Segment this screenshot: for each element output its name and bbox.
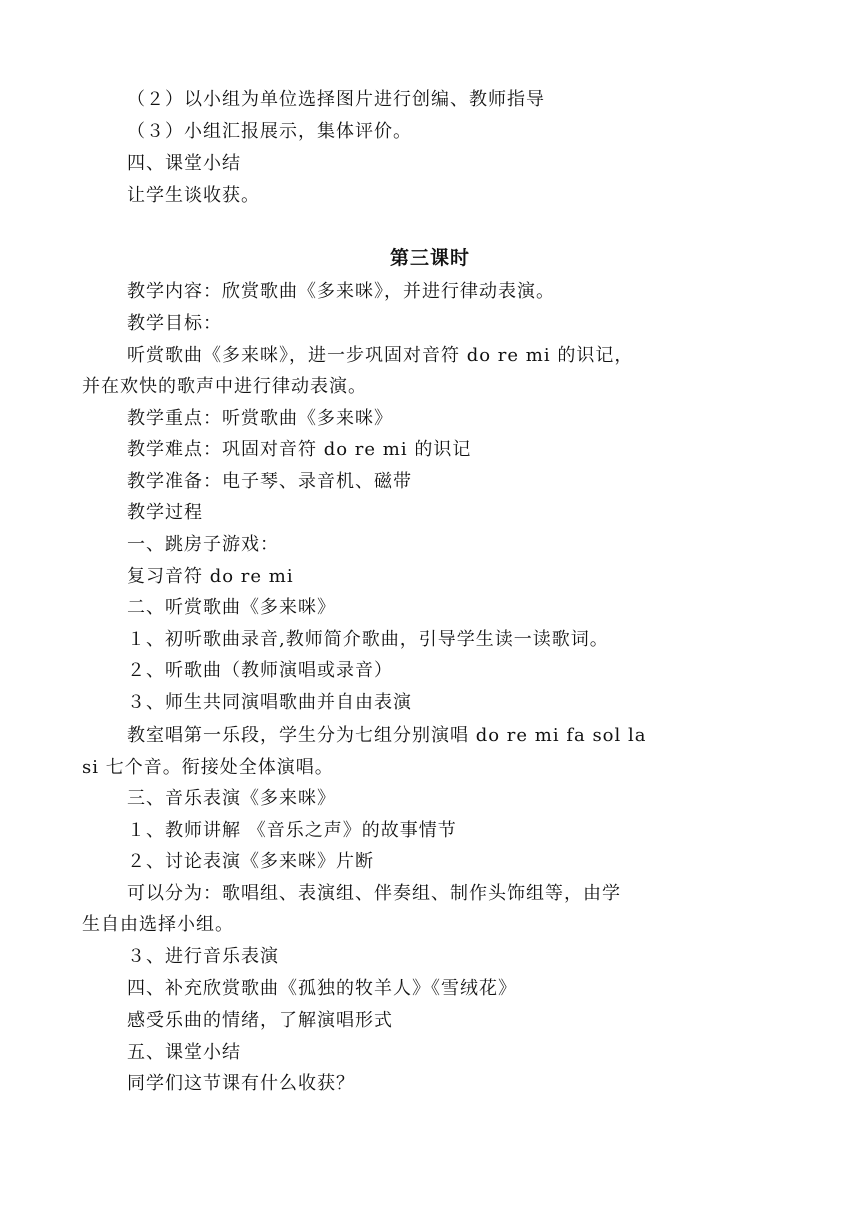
- text-line: 教学重点：听赏歌曲《多来咪》: [127, 408, 393, 429]
- text-line: si 七个音。衔接处全体演唱。: [82, 757, 334, 778]
- text-line: １、教师讲解 《音乐之声》的故事情节: [127, 820, 457, 841]
- text-line: （２）以小组为单位选择图片进行创编、教师指导: [127, 89, 545, 110]
- text-line: 听赏歌曲《多来咪》，进一步巩固对音符 do re mi 的识记，: [127, 345, 634, 366]
- text-line: 教学难点：巩固对音符 do re mi 的识记: [127, 439, 472, 460]
- text-line: 一、跳房子游戏：: [127, 534, 279, 555]
- text-line: 复习音符 do re mi: [127, 566, 294, 587]
- text-line: ３、进行音乐表演: [127, 946, 279, 967]
- text-line: 四、课堂小结: [127, 153, 241, 174]
- text-line: 教学过程: [127, 502, 203, 523]
- text-line: 让学生谈收获。: [127, 185, 260, 206]
- text-line: （３）小组汇报展示，集体评价。: [127, 121, 412, 142]
- text-line: 同学们这节课有什么收获？: [127, 1073, 355, 1094]
- text-line: 教学准备：电子琴、录音机、磁带: [127, 471, 412, 492]
- text-line: 四、补充欣赏歌曲《孤独的牧羊人》《雪绒花》: [127, 978, 517, 999]
- text-line: １、初听歌曲录音,教师简介歌曲，引导学生读一读歌词。: [127, 629, 609, 650]
- text-line: 教室唱第一乐段，学生分为七组分别演唱 do re mi fa sol la: [127, 725, 647, 746]
- text-line: 五、课堂小结: [127, 1042, 241, 1063]
- text-line: 教学目标：: [127, 313, 222, 334]
- text-line: ２、听歌曲（教师演唱或录音）: [127, 660, 393, 681]
- text-line: 三、音乐表演《多来咪》: [127, 788, 336, 809]
- text-line: 感受乐曲的情绪，了解演唱形式: [127, 1010, 393, 1031]
- text-line: 二、听赏歌曲《多来咪》: [127, 597, 336, 618]
- text-line: 生自由选择小组。: [82, 914, 234, 935]
- text-line: ２、讨论表演《多来咪》片断: [127, 851, 374, 872]
- lesson-title: 第三课时: [389, 247, 470, 269]
- text-line: 并在欢快的歌声中进行律动表演。: [82, 376, 367, 397]
- text-line: 教学内容：欣赏歌曲《多来咪》，并进行律动表演。: [127, 281, 555, 302]
- text-line: 可以分为：歌唱组、表演组、伴奏组、制作头饰组等，由学: [127, 883, 621, 904]
- text-line: ３、师生共同演唱歌曲并自由表演: [127, 692, 412, 713]
